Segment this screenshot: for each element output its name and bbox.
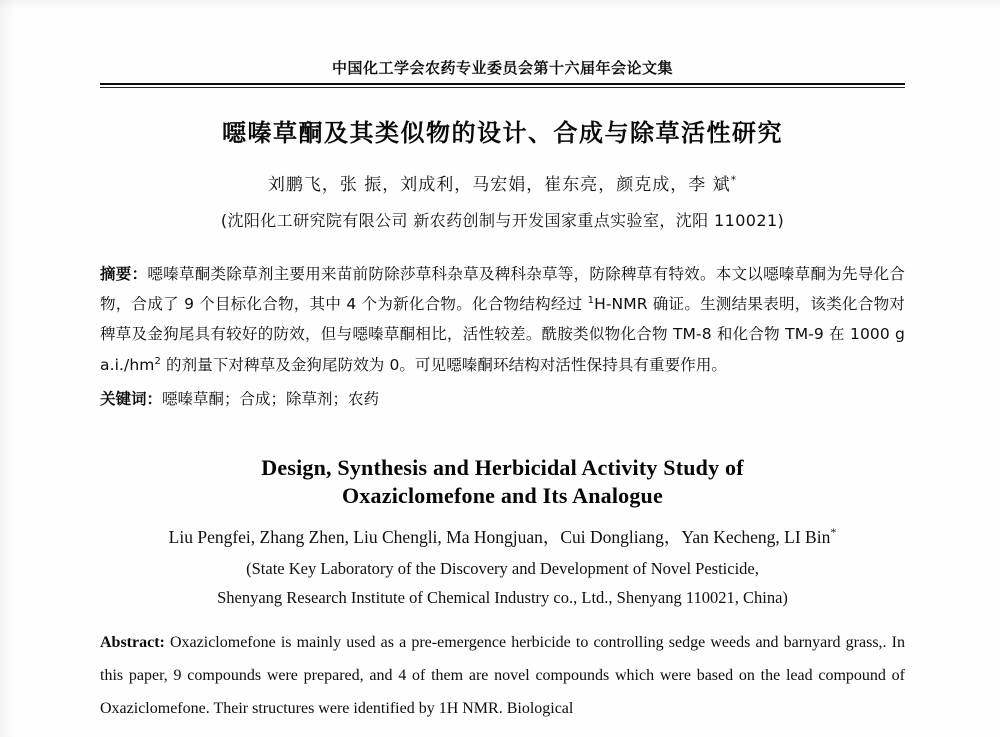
chinese-abstract: [100, 259, 905, 380]
english-title: [100, 454, 905, 510]
english-corresponding-mark: *: [830, 525, 837, 540]
english-affiliation-line-1: (State Key Laboratory of the Discovery and Development of Novel Pesticide,: [246, 559, 759, 579]
english-abstract-line-3: based on the lead compound of Oxaziclomefone. Their structures were identified by 1H NMR. Biological: [100, 666, 906, 717]
english-abstract: [100, 627, 905, 725]
running-header-zone: [100, 60, 905, 88]
chinese-abstract-line-4a: 化合物 TM-8 和化合物 TM-9 在 1000 g a.i./hm: [100, 325, 905, 374]
chinese-abstract-superscript-2: 2: [154, 355, 161, 367]
scan-edge-top: [0, 0, 1000, 10]
chinese-corresponding-mark: *: [730, 173, 738, 187]
body-column: [100, 112, 905, 726]
chinese-abstract-superscript-1: 1: [587, 295, 595, 307]
header-rule-thick: [100, 83, 905, 85]
english-authors-text: Liu Pengfei, Zhang Zhen, Liu Chengli, Ma Hongjuan，Cui Dongliang，Yan Kecheng, LI Bin: [168, 527, 831, 548]
chinese-author-list: [100, 170, 905, 195]
chinese-abstract-line-2b: H-NMR 确证。生测: [594, 295, 732, 314]
chinese-authors-text: 刘鹏飞，张 振，刘成利，马宏娟，崔东亮，颜克成，李 斌: [267, 175, 731, 195]
english-affiliation-line-2: Shenyang Research Institute of Chemical Industry co., Ltd., Shenyang 110021, China): [217, 588, 788, 608]
chinese-abstract-line-3: 结果表明，该类化合物对稗草及金狗尾具有较好的防效，但与噁嗪草酮相比，活性较差。酰胺类似物: [100, 295, 905, 344]
chinese-abstract-line-5: 对活性保持具有重要作用。: [539, 355, 728, 374]
chinese-keywords: [100, 384, 905, 414]
chinese-abstract-line-4b: 的剂量下对稗草及金狗尾防效为 0。可见噁嗪酮环结构: [160, 355, 540, 374]
chinese-keywords-value: 噁嗪草酮；合成；除草剂；农药: [162, 389, 380, 408]
chinese-abstract-line-1: 噁嗪草酮类除草剂主要用来苗前防除莎草科杂草及稗科杂草等，防除稗草有特效。本文以噁嗪: [147, 265, 795, 283]
english-abstract-label: Abstract:: [100, 634, 165, 652]
chinese-keywords-label: 关键词：: [100, 389, 163, 408]
chinese-affiliation: (沈阳化工研究院有限公司 新农药创制与开发国家重点实验室，沈阳 110021): [220, 211, 785, 230]
english-author-list: [100, 524, 905, 549]
chinese-title: 噁嗪草酮及其类似物的设计、合成与除草活性研究: [222, 119, 783, 147]
english-abstract-line-1: Oxaziclomefone is mainly used as a pre-emergence herbicide to controlling sedge weeds and: [164, 634, 779, 652]
scan-edge-left: [0, 0, 14, 737]
english-affiliation: [100, 555, 905, 613]
chinese-abstract-label: 摘要：: [100, 265, 148, 283]
running-header-text: 中国化工学会农药专业委员会第十六届年会论文集: [331, 59, 673, 77]
english-title-line-2: Oxaziclomefone and Its Analogue: [342, 483, 663, 509]
header-rule-thin: [100, 87, 905, 88]
english-title-line-1: Design, Synthesis and Herbicidal Activity Study of: [261, 455, 744, 481]
english-abstract-line-2: barnyard grass,. In this paper, 9 compounds were prepared, and 4 of them are novel compounds which were: [100, 634, 905, 684]
chinese-abstract-line-2a: 草酮为先导化合物，合成了 9 个目标化合物，其中 4 个为新化合物。化合物结构经过: [100, 265, 905, 314]
